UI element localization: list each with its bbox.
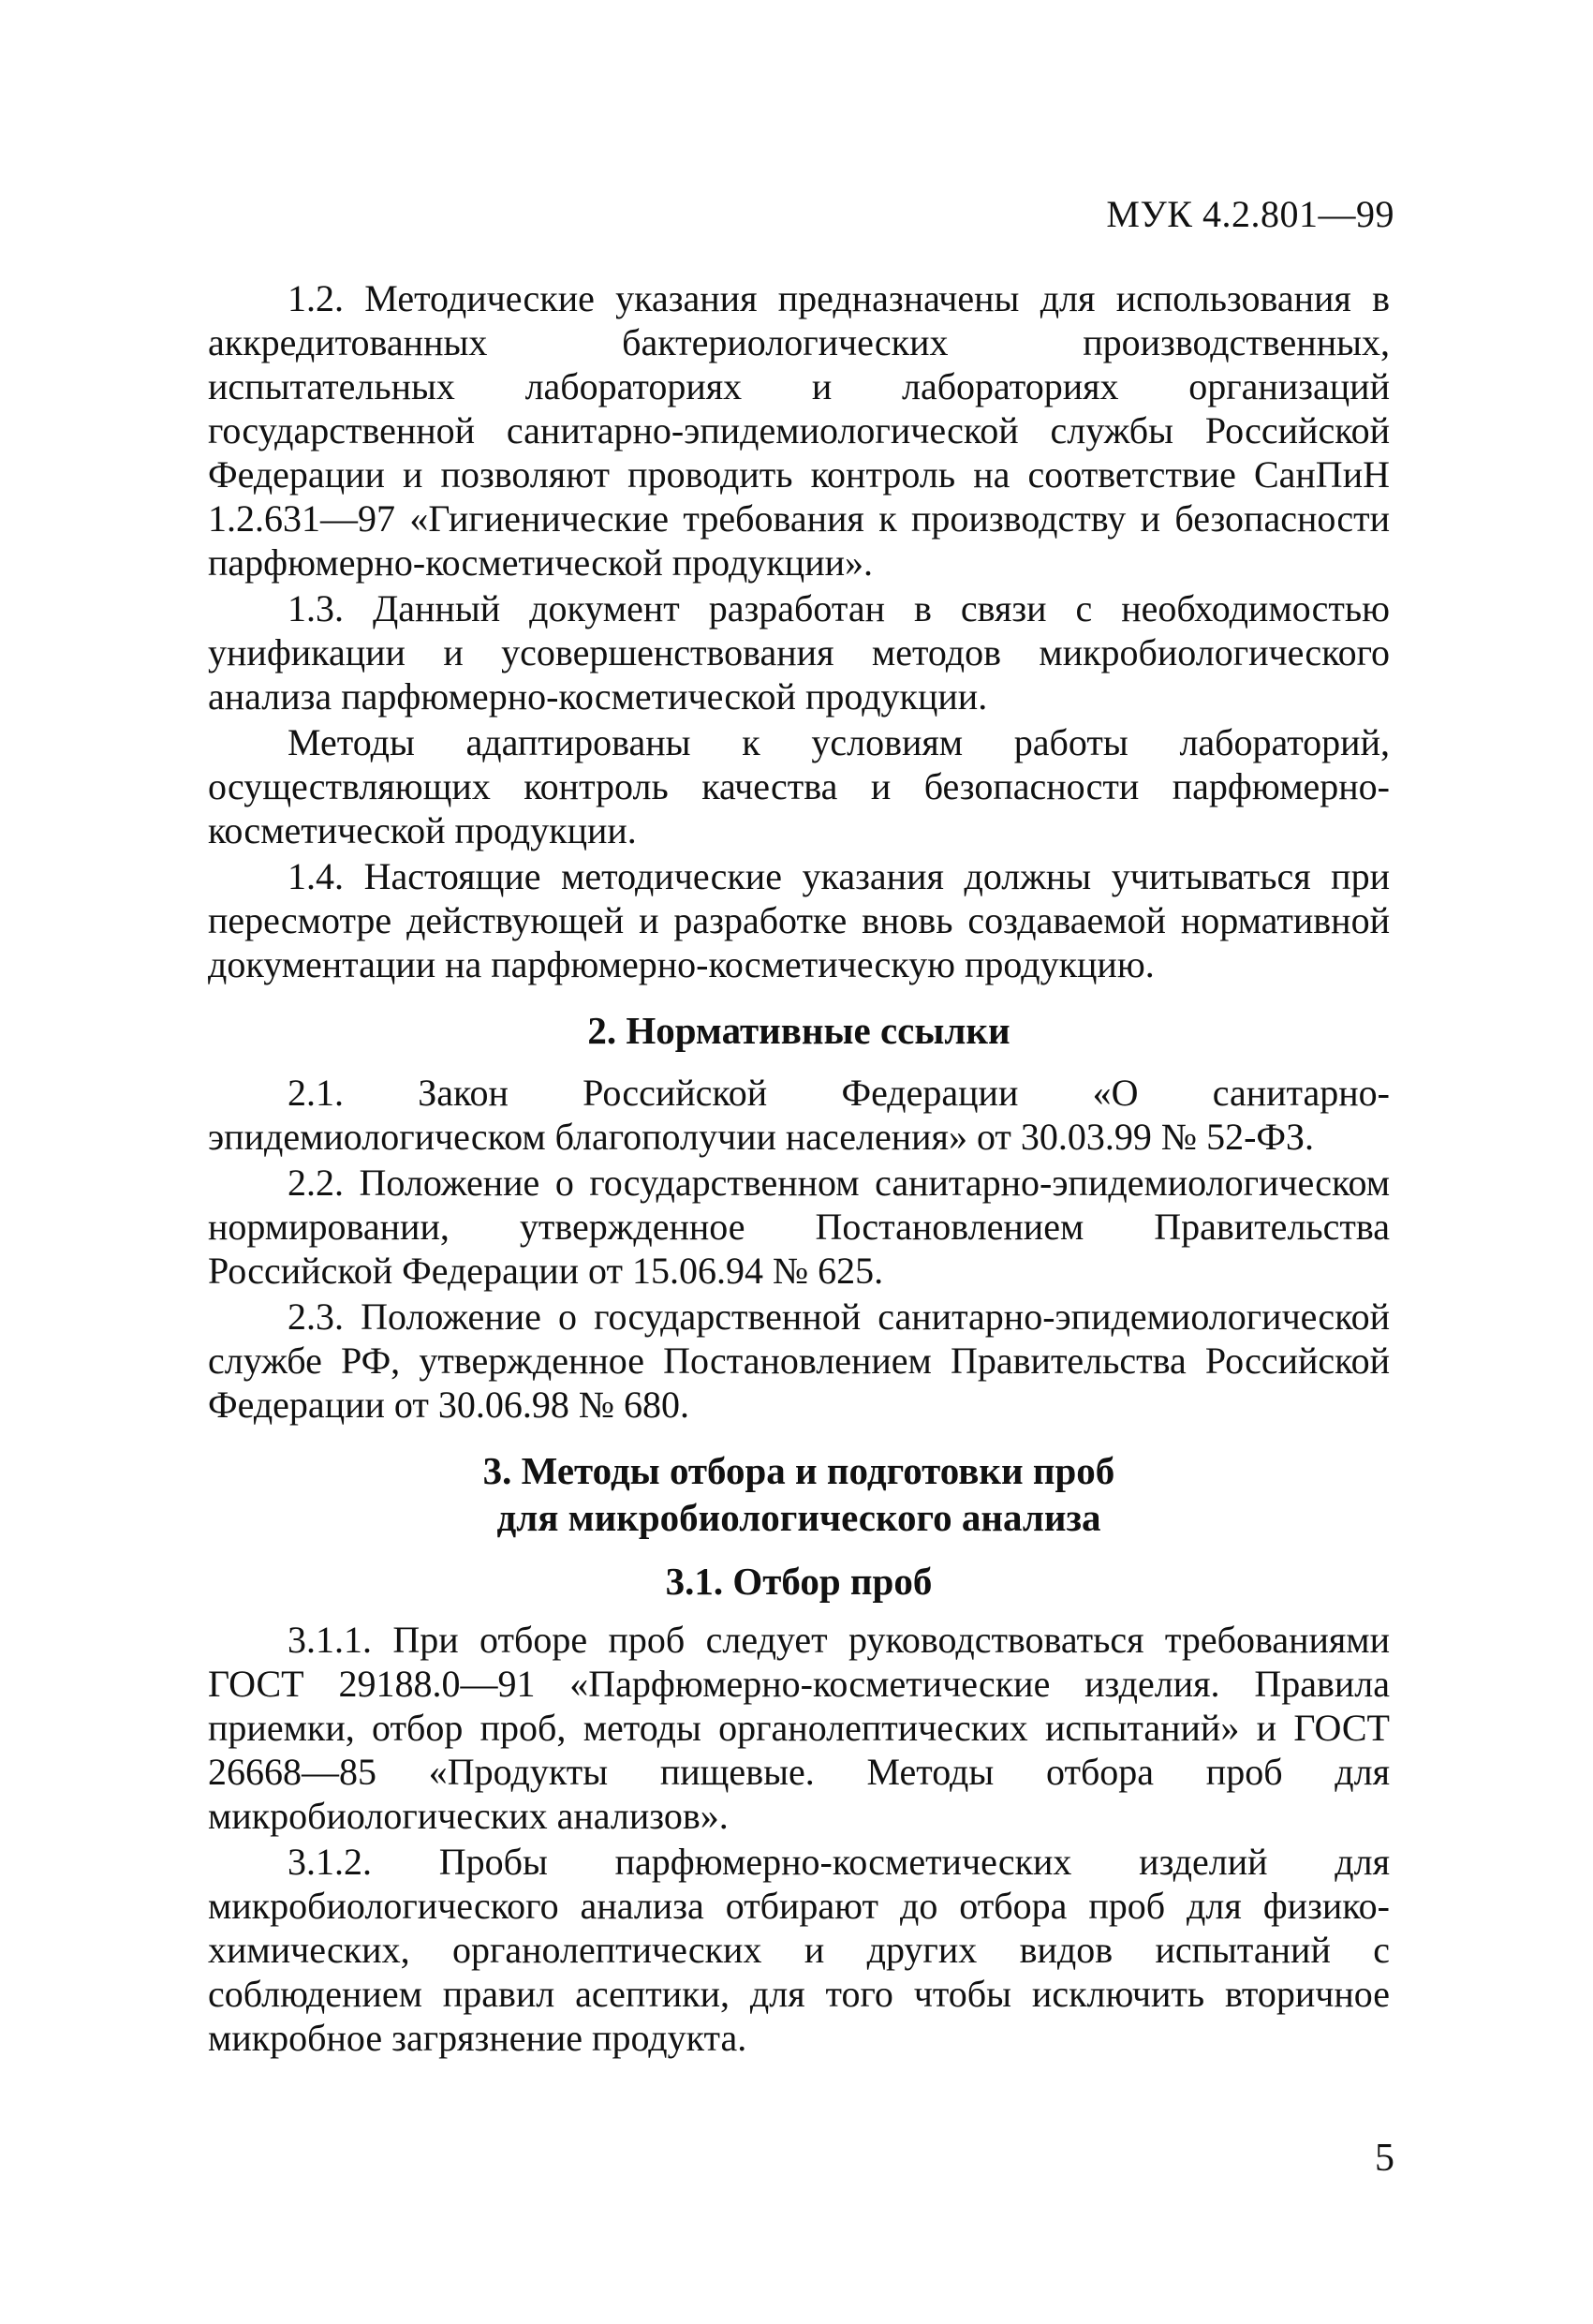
document-code-header: МУК 4.2.801—99 — [1106, 193, 1394, 235]
section-3-1-heading: 3.1. Отбор проб — [665, 1560, 933, 1603]
document-body — [208, 276, 1390, 2060]
paragraph-methods-adapted: Методы адаптированы к условиям работы лабораторий, осуществляющих контроль качества и безопасности парфюмерно-косметической продукции. — [208, 721, 1390, 851]
section-3-heading-line-2: для микробиологического анализа — [496, 1496, 1101, 1539]
section-3-heading-line-1: 3. Методы отбора и подготовки проб — [482, 1449, 1115, 1492]
paragraph-3-1-2: 3.1.2. Пробы парфюмерно-косметических изделий для микробиологического анализа отбирают до отбора проб для физико-химических, органолептических и других видов испытаний с соблюдением правил асептики, для того чтобы исключить вторичное микробное загрязнение продукта. — [208, 1841, 1390, 2059]
paragraph-2-3: 2.3. Положение о государственной санитарно-эпидемиологической службе РФ, утвержденное Постановлением Правительства Российской Федерации от 30.06.98 № 680. — [208, 1295, 1390, 1426]
paragraph-2-2: 2.2. Положение о государственном санитарно-эпидемиологическом нормировании, утвержденное Постановлением Правительства Российской Федерации от 15.06.94 № 625. — [208, 1162, 1390, 1292]
paragraph-2-1: 2.1. Закон Российской Федерации «О санитарно-эпидемиологическом благополучии населения» от 30.03.99 № 52-ФЗ. — [208, 1072, 1390, 1158]
paragraph-1-4: 1.4. Настоящие методические указания должны учитываться при пересмотре действующей и разработке вновь создаваемой нормативной документации на парфюмерно-косметическую продукцию. — [208, 855, 1390, 985]
section-2-heading: 2. Нормативные ссылки — [587, 1009, 1010, 1052]
paragraph-1-2: 1.2. Методические указания предназначены для использования в аккредитованных бактериологических производственных, испытательных лабораториях и лабораториях организаций государственной санитарно-эпидемиологической службы Российской Федерации и позволяют проводить контроль на соответствие СанПиН 1.2.631—97 «Гигиенические требования к производству и безопасности парфюмерно-косметической продукции». — [208, 277, 1390, 584]
paragraph-1-3: 1.3. Данный документ разработан в связи с необходимостью унификации и усовершенствования методов микробиологического анализа парфюмерно-косметической продукции. — [208, 587, 1390, 718]
section-3-heading — [208, 1447, 1390, 1541]
paragraph-3-1-1: 3.1.1. При отборе проб следует руководствоваться требованиями ГОСТ 29188.0—91 «Парфюмерно-косметические изделия. Правила приемки, отбор проб, методы органолептических испытаний» и ГОСТ 26668—85 «Продукты пищевые. Методы отбора проб для микробиологических анализов». — [208, 1619, 1390, 1837]
page-number: 5 — [1375, 2137, 1394, 2180]
